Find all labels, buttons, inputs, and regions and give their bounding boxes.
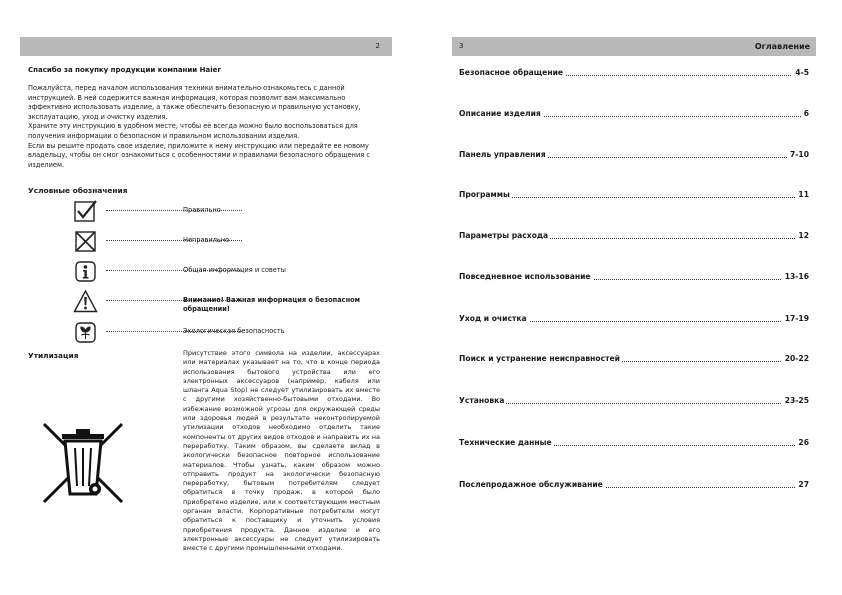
disposal-title: Утилизация — [28, 351, 79, 360]
checkmark-icon — [73, 199, 98, 224]
toc-label: Панель управления — [459, 150, 546, 159]
toc-page: 4-5 — [792, 68, 809, 77]
thanks-heading: Спасибо за покупку продукции компании Haier — [28, 66, 221, 74]
toc-page: 13-16 — [782, 272, 809, 281]
page-number: 2 — [375, 42, 380, 50]
toc-label: Поиск и устранение неисправностей — [459, 354, 620, 363]
toc-page: 11 — [795, 190, 809, 199]
symbol-label: Общая информация и советы — [183, 266, 286, 274]
toc-label: Уход и очистка — [459, 314, 527, 323]
page-header-left — [20, 37, 392, 56]
symbol-row-eco — [73, 320, 393, 346]
toc-label: Параметры расхода — [459, 231, 549, 240]
toc-title: Оглавление — [754, 42, 810, 51]
toc-label: Описание изделия — [459, 109, 541, 118]
symbol-row-info — [73, 259, 393, 285]
toc-label: Технические данные — [459, 438, 552, 447]
toc-page: 20-22 — [782, 354, 809, 363]
toc-page: 17-19 — [782, 314, 809, 323]
toc-label: Послепродажное обслуживание — [459, 480, 603, 489]
eco-icon — [73, 320, 98, 345]
toc-label: Установка — [459, 396, 505, 405]
right-page — [421, 0, 842, 595]
toc-label: Программы — [459, 190, 510, 199]
leader-dots — [459, 403, 809, 404]
intro-text — [28, 84, 378, 170]
symbol-row-warning — [73, 289, 393, 315]
toc-page: 27 — [795, 480, 809, 489]
toc-label: Безопасное обращение — [459, 68, 564, 77]
toc-page: 26 — [795, 438, 809, 447]
symbols-title: Условные обозначения — [28, 186, 128, 195]
symbol-label: Правильно — [183, 206, 221, 214]
symbol-row-correct — [73, 199, 393, 225]
intro-paragraph: Пожалуйста, перед началом использования техники внимательно ознакомьтесь с данной инструкцией. В ней содержится важная информация, которая позволит вам максимально эффективно использовать изделие, а также обеспечить безопасную и правильную установку, эксплуатацию, уход и очистку изделия. — [28, 84, 361, 121]
crossed-bin-icon — [38, 418, 128, 508]
info-icon — [73, 259, 98, 284]
disposal-text: Присутствие этого символа на изделии, аксессуарах или материалах указывает на то, что в конце периода использования бытового устройства или его электронных аксессуаров (например, кабеля или шланга Aqua Stop) не следует утилизировать их вместе с другими хозяйственно-бытовыми отходами. Во избежание возможной угрозы для окружающей среды или здоровья людей в результате неконтролируемой утилизации отходов необходимо отделить такие компоненты от других видов отходов и направить их на переработку. Таким образом, вы сделаете вклад в экологически безопасное повторное использование материалов. Чтобы узнать, каким образом можно отправить продукт на экологически безопасную переработку, бытовым потребителям следует обратиться в точку продаж, в которой было приобретено изделие, или к соответствующим местным органам власти. Корпоративные потребители могут обратиться к поставщику и уточнить условия приобретения продукта. Данное изделие и его электронные аксессуары не следует утилизировать вместе с другими промышленными отходами. — [183, 349, 380, 553]
intro-paragraph: Если вы решите продать свое изделие, приложите к нему инструкцию или передайте ее новому владельцу, чтобы он смог ознакомиться с особенностями и правилами безопасного обращения с изделием. — [28, 141, 370, 169]
intro-paragraph: Храните эту инструкцию в удобном месте, чтобы её всегда можно было воспользоваться для получения информации о безопасном и правильном использовании изделия. — [28, 122, 358, 140]
symbol-label: Экологическая безопасность — [183, 327, 285, 335]
toc-page: 12 — [795, 231, 809, 240]
symbol-label: Внимание! Важная информация о безопасном обращении! — [183, 296, 361, 313]
page-number: 3 — [459, 42, 464, 50]
symbol-row-wrong — [73, 229, 393, 255]
page-header-right — [452, 37, 816, 56]
toc-label: Повседневное использование — [459, 272, 591, 281]
toc-page: 7-10 — [787, 150, 809, 159]
warning-icon — [73, 289, 98, 314]
toc-page: 6 — [801, 109, 809, 118]
symbol-label: Неправильно — [183, 236, 230, 244]
cross-icon — [73, 229, 98, 254]
toc-page: 23-25 — [782, 396, 809, 405]
